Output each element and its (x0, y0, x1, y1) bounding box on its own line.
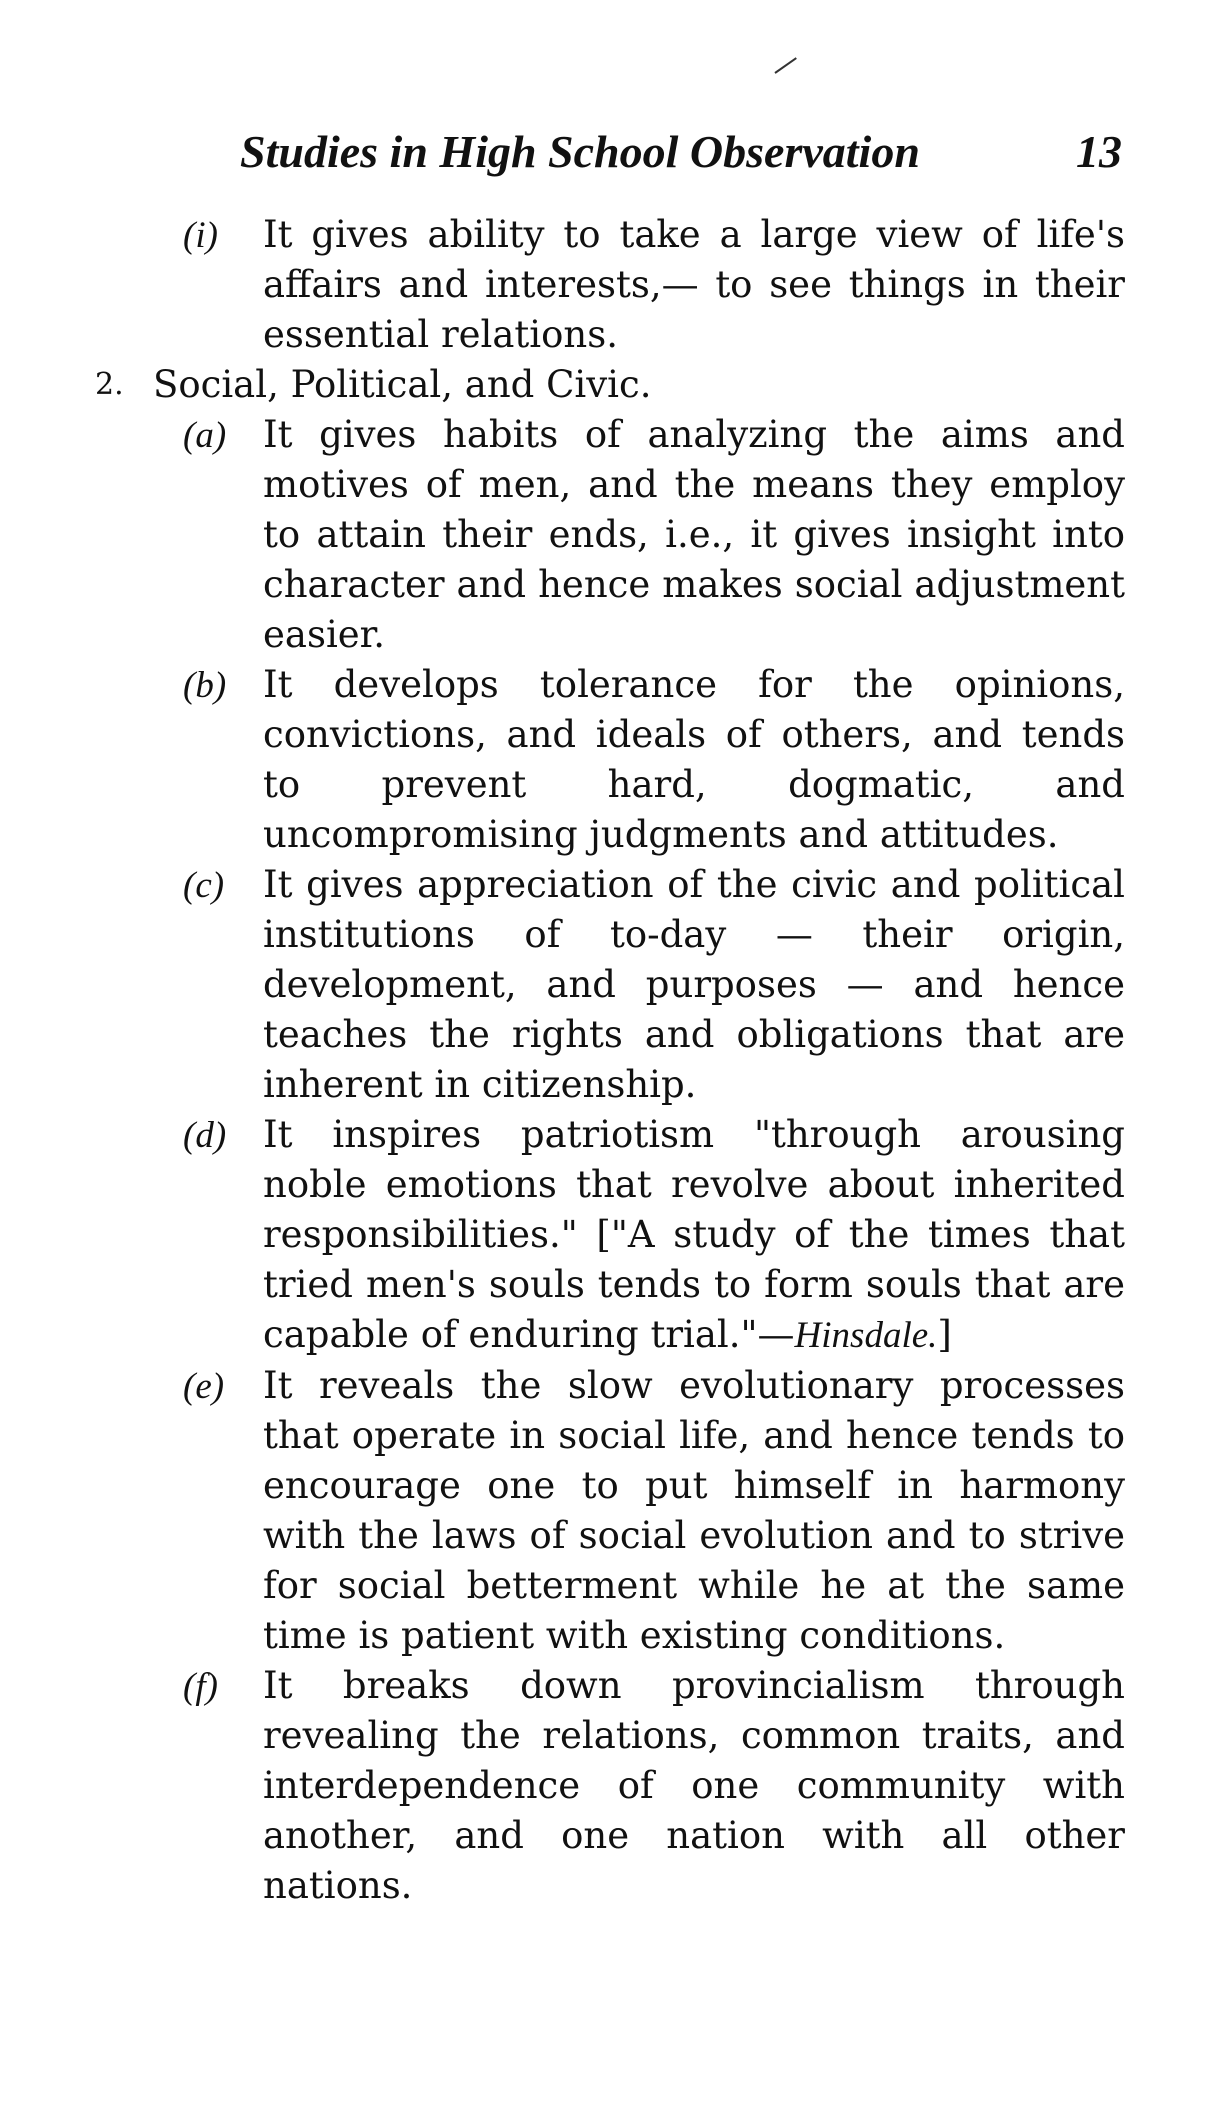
running-head-title: Studies in High School Observation (240, 126, 920, 177)
list-item-text: It gives appreciation of the civic and political institutions of to-day — their origin, development, and purposes — and hence teaches the rights and obligations that are inherent in citizenship. (263, 863, 1125, 1106)
stray-pen-mark (774, 57, 796, 74)
list-item-f (95, 1661, 1125, 1911)
list-item-e (95, 1361, 1125, 1661)
list-item-a (95, 410, 1125, 660)
list-item-i (95, 210, 1125, 360)
list-item-c (95, 860, 1125, 1110)
list-marker: (d) (183, 1115, 227, 1156)
list-marker: (e) (183, 1366, 225, 1407)
list-marker: (i) (183, 215, 218, 256)
list-item-text: It gives ability to take a large view of life's affairs and interests,— to see things in their essential relations. (263, 213, 1125, 356)
list-marker: (a) (183, 415, 227, 456)
running-head (240, 122, 1122, 182)
closing-bracket: ] (937, 1313, 952, 1356)
section-number: 2. (95, 367, 124, 402)
list-item-text: It gives habits of analyzing the aims and motives of men, and the means they employ to attain their ends, i.e., it gives insight into character and hence makes social adjustment easier. (263, 413, 1125, 656)
list-item-text: It develops tolerance for the opinions, convictions, and ideals of others, and tends to prevent hard, dogmatic, and uncompromising judgments and attitudes. (263, 663, 1125, 856)
body-text (95, 210, 1125, 1911)
list-item-d (95, 1110, 1125, 1361)
list-marker: (c) (183, 865, 225, 906)
list-item-text: It inspires patriotism "through arousing noble emotions that revolve about inherited responsibilities." ["A study of the times that tried men's souls tends to form souls that are capable of enduring trial."— (263, 1113, 1125, 1356)
list-marker: (b) (183, 665, 227, 706)
list-marker: (f) (183, 1666, 218, 1707)
list-item-text: It breaks down provincialism through revealing the relations, common traits, and interdependence of one community with another, and one nation with all other nations. (263, 1664, 1125, 1907)
section-heading (95, 360, 1125, 410)
section-title: Social, Political, and Civic. (153, 363, 652, 406)
page-number: 13 (1076, 126, 1122, 177)
list-item-b (95, 660, 1125, 860)
quote-attribution: Hinsdale. (794, 1315, 938, 1356)
list-item-text: It reveals the slow evolutionary processes that operate in social life, and hence tends to encourage one to put himself in harmony with the laws of social evolution and to strive for social betterment while he at the same time is patient with existing conditions. (263, 1364, 1125, 1657)
